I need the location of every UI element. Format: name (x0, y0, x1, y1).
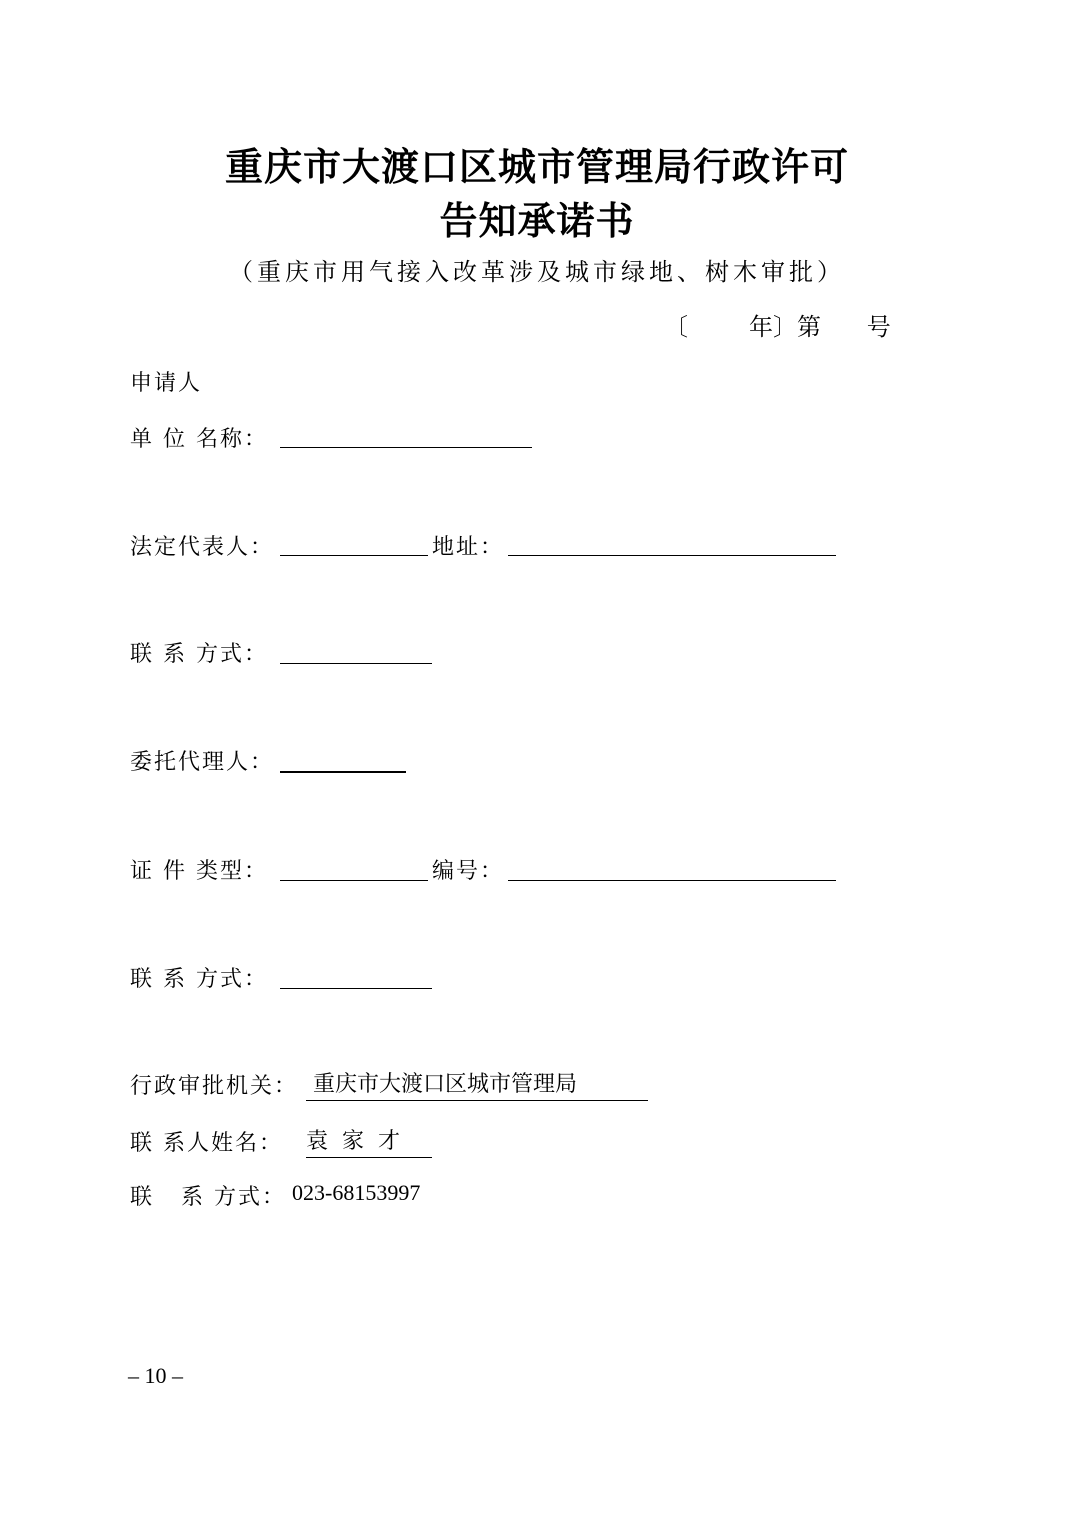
id-number-label: 编号： (432, 859, 505, 884)
contact-name-label: 联 系人姓名： (130, 1131, 283, 1156)
unit-name-label: 单 位 名称： (130, 427, 268, 452)
agent-label: 委托代理人： (130, 750, 275, 775)
address-label: 地址： (432, 535, 505, 560)
phone-label: 联 系 方式： (130, 1185, 286, 1210)
contact-label-1: 联 系 方式： (130, 642, 268, 667)
authority-value: 重庆市大渡口区城市管理局 (306, 1067, 648, 1101)
id-type-field[interactable] (280, 879, 428, 881)
contact-name-value: 袁 家 才 (306, 1124, 432, 1158)
legal-rep-label: 法定代表人： (130, 535, 275, 560)
contact-label-2: 联 系 方式： (130, 967, 268, 992)
id-number-field[interactable] (508, 879, 836, 881)
legal-rep-field[interactable] (280, 554, 428, 556)
unit-name-field[interactable] (280, 446, 532, 448)
phone-value: 023-68153997 (292, 1180, 421, 1205)
document-subtitle: （重庆市用气接入改革涉及城市绿地、树木审批） (229, 258, 845, 286)
page-number: – 10 – (128, 1363, 183, 1388)
applicant-heading: 申请人 (130, 371, 203, 396)
document-title-line1: 重庆市大渡口区城市管理局行政许可 (224, 144, 849, 189)
authority-label: 行政审批机关： (130, 1074, 299, 1099)
document-title-line2: 告知承诺书 (439, 198, 635, 243)
contact-field-2[interactable] (280, 987, 432, 989)
document-number: 〔 年〕第 号 (664, 313, 891, 341)
address-field[interactable] (508, 554, 836, 556)
contact-field-1[interactable] (280, 662, 432, 664)
agent-field[interactable] (280, 770, 406, 773)
id-type-label: 证 件 类型： (130, 859, 268, 884)
